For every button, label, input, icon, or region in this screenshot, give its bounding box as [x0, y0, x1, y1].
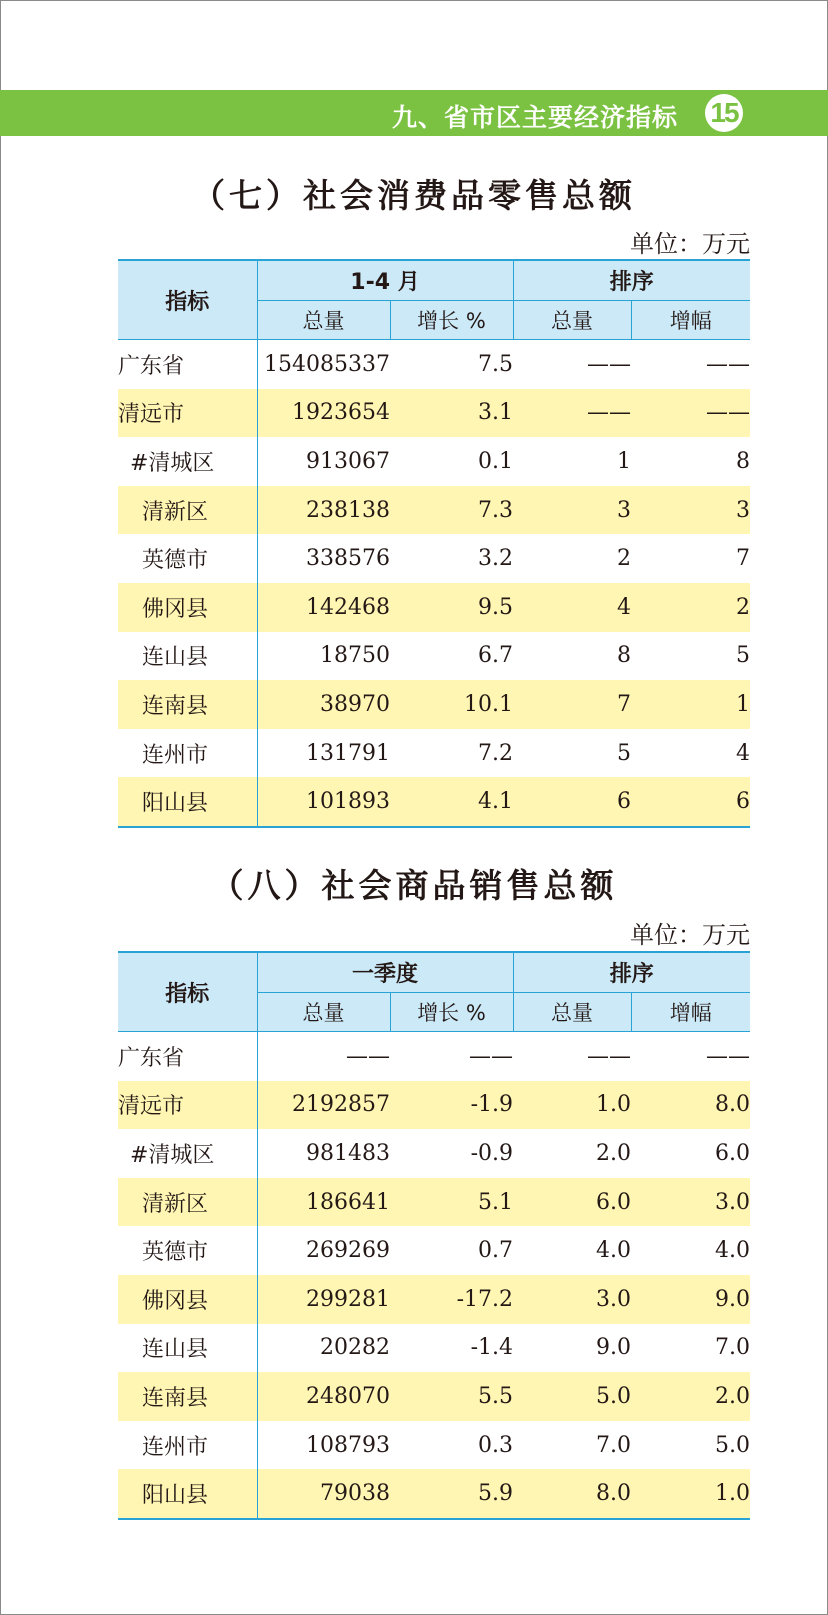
growth-value: 7.5	[478, 351, 513, 377]
page-number-badge: 15	[705, 94, 743, 132]
table-row	[118, 777, 750, 827]
total-value: 248070	[257, 1372, 390, 1421]
total-value: 18750	[320, 643, 390, 669]
retail-table-body	[118, 340, 750, 827]
table-row	[118, 534, 750, 583]
rank-growth-value: ——	[706, 1043, 751, 1069]
rank-total-value: ——	[587, 1043, 632, 1069]
column-header-rank-total: 总量	[513, 301, 631, 340]
row-name: #清城区	[118, 437, 257, 486]
row-name: 佛冈县	[118, 583, 257, 632]
total-value: 269269	[306, 1238, 390, 1264]
total-value: 101893	[257, 777, 390, 827]
row-name: 英德市	[118, 534, 257, 583]
growth-value: 3.1	[390, 389, 513, 438]
column-header-indicator: 指标	[118, 952, 257, 1032]
growth-value: 3.2	[478, 546, 513, 572]
column-header-indicator: 指标	[118, 260, 257, 340]
rank-total-value: 9.0	[596, 1335, 632, 1361]
column-header-rank-growth: 增幅	[631, 301, 750, 340]
growth-value: 9.5	[390, 583, 513, 632]
row-name: 连州市	[118, 1421, 257, 1470]
row-name: 阳山县	[118, 1469, 257, 1519]
table-row	[118, 1032, 750, 1081]
total-value: 981483	[306, 1140, 390, 1166]
table-row	[118, 1324, 750, 1373]
row-name: 佛冈县	[118, 1275, 257, 1324]
growth-value: 4.1	[390, 777, 513, 827]
total-value: 154085337	[264, 351, 390, 377]
row-name: 英德市	[118, 1226, 257, 1275]
rank-total-value: 4	[513, 583, 631, 632]
total-value: 79038	[257, 1469, 390, 1519]
retail-sales-table	[118, 259, 750, 828]
rank-total-value: ——	[513, 389, 631, 438]
rank-total-value: 8	[617, 643, 631, 669]
unit-label-goods: 单位：万元	[630, 921, 750, 949]
total-value: 20282	[320, 1335, 390, 1361]
table-row	[118, 437, 750, 486]
row-name: 清新区	[118, 486, 257, 535]
table-row	[118, 486, 750, 535]
rank-growth-value: 8	[736, 448, 751, 474]
rank-growth-value: 2.0	[631, 1372, 750, 1421]
table-row	[118, 389, 750, 438]
chapter-title: 九、省市区主要经济指标	[391, 103, 678, 132]
table-row	[118, 1178, 750, 1227]
growth-value: 0.7	[478, 1238, 514, 1264]
row-name: 连州市	[118, 729, 257, 778]
column-header-growth: 增长 %	[390, 993, 513, 1032]
total-value: 38970	[257, 680, 390, 729]
goods-table-body	[118, 1032, 750, 1519]
table-row	[118, 1421, 750, 1470]
rank-growth-value: 3.0	[631, 1178, 750, 1227]
rank-growth-value: 6.0	[715, 1140, 751, 1166]
total-value: 238138	[257, 486, 390, 535]
rank-total-value: 3	[513, 486, 631, 535]
total-value: 2192857	[257, 1081, 390, 1130]
column-header-rank-total: 总量	[513, 993, 631, 1032]
table-row	[118, 680, 750, 729]
growth-value: -1.4	[470, 1335, 514, 1361]
section-title-goods: （八）社会商品销售总额	[210, 866, 618, 905]
row-name: 清远市	[118, 1081, 257, 1130]
rank-total-value: 5	[617, 740, 631, 766]
growth-value: -17.2	[390, 1275, 513, 1324]
rank-growth-value: 1	[631, 680, 750, 729]
rank-growth-value: 2	[631, 583, 750, 632]
growth-value: 5.5	[390, 1372, 513, 1421]
rank-growth-value: 7	[736, 546, 751, 572]
rank-total-value: 1	[617, 448, 631, 474]
rank-total-value: 3.0	[513, 1275, 631, 1324]
rank-growth-value: 1.0	[631, 1469, 750, 1519]
unit-label-retail: 单位：万元	[630, 230, 750, 258]
growth-value: -1.9	[390, 1081, 513, 1130]
row-name: 清新区	[118, 1178, 257, 1227]
rank-total-value: 6.0	[513, 1178, 631, 1227]
growth-value: 5.9	[390, 1469, 513, 1519]
rank-total-value: 6	[513, 777, 631, 827]
row-name: #清城区	[118, 1129, 257, 1178]
rank-growth-value: 6	[631, 777, 750, 827]
rank-total-value: 2.0	[596, 1140, 632, 1166]
table-row	[118, 1275, 750, 1324]
growth-value: 0.3	[478, 1432, 514, 1458]
table-row	[118, 632, 750, 681]
growth-value: 6.7	[478, 643, 513, 669]
table-row	[118, 1129, 750, 1178]
growth-value: 0.1	[478, 448, 513, 474]
rank-total-value: 2	[617, 546, 631, 572]
table-row	[118, 1226, 750, 1275]
growth-value: -0.9	[470, 1140, 514, 1166]
row-name: 广东省	[118, 1032, 257, 1081]
total-value: 186641	[257, 1178, 390, 1227]
rank-growth-value: 8.0	[631, 1081, 750, 1130]
rank-growth-value: 5	[736, 643, 751, 669]
rank-growth-value: 4	[736, 740, 751, 766]
row-name: 连南县	[118, 680, 257, 729]
column-header-total: 总量	[257, 993, 390, 1032]
total-value: 1923654	[257, 389, 390, 438]
total-value: 913067	[306, 448, 390, 474]
section-title-retail: （七）社会消费品零售总额	[192, 176, 636, 215]
total-value: ——	[346, 1043, 390, 1069]
table-row	[118, 583, 750, 632]
total-value: 299281	[257, 1275, 390, 1324]
rank-growth-value: 4.0	[715, 1238, 751, 1264]
row-name: 广东省	[118, 340, 257, 389]
rank-growth-value: 7.0	[715, 1335, 751, 1361]
table-row	[118, 1081, 750, 1130]
rank-growth-value: ——	[706, 351, 751, 377]
table-row	[118, 729, 750, 778]
row-name: 连山县	[118, 632, 257, 681]
column-header-rank-growth: 增幅	[631, 993, 750, 1032]
rank-growth-value: 5.0	[715, 1432, 751, 1458]
column-group-rank: 排序	[513, 260, 750, 301]
column-header-total: 总量	[257, 301, 390, 340]
growth-value: ——	[469, 1043, 514, 1069]
rank-total-value: 7	[513, 680, 631, 729]
total-value: 108793	[306, 1432, 390, 1458]
column-header-growth: 增长 %	[390, 301, 513, 340]
total-value: 142468	[257, 583, 390, 632]
total-value: 338576	[306, 546, 390, 572]
total-value: 131791	[306, 740, 390, 766]
row-name: 连南县	[118, 1372, 257, 1421]
table-row	[118, 1469, 750, 1519]
rank-total-value: 8.0	[513, 1469, 631, 1519]
table-row	[118, 340, 750, 389]
rank-total-value: 4.0	[596, 1238, 632, 1264]
growth-value: 7.2	[478, 740, 513, 766]
goods-sales-table	[118, 951, 750, 1520]
column-group-period: 一季度	[257, 952, 513, 993]
rank-total-value: ——	[587, 351, 631, 377]
growth-value: 5.1	[390, 1178, 513, 1227]
growth-value: 7.3	[390, 486, 513, 535]
rank-total-value: 7.0	[596, 1432, 632, 1458]
row-name: 阳山县	[118, 777, 257, 827]
growth-value: 10.1	[390, 680, 513, 729]
row-name: 连山县	[118, 1324, 257, 1373]
column-group-period: 1-4 月	[257, 260, 513, 301]
row-name: 清远市	[118, 389, 257, 438]
rank-growth-value: 3	[631, 486, 750, 535]
rank-growth-value: ——	[631, 389, 750, 438]
rank-total-value: 5.0	[513, 1372, 631, 1421]
rank-total-value: 1.0	[513, 1081, 631, 1130]
column-group-rank: 排序	[513, 952, 750, 993]
rank-growth-value: 9.0	[631, 1275, 750, 1324]
table-row	[118, 1372, 750, 1421]
